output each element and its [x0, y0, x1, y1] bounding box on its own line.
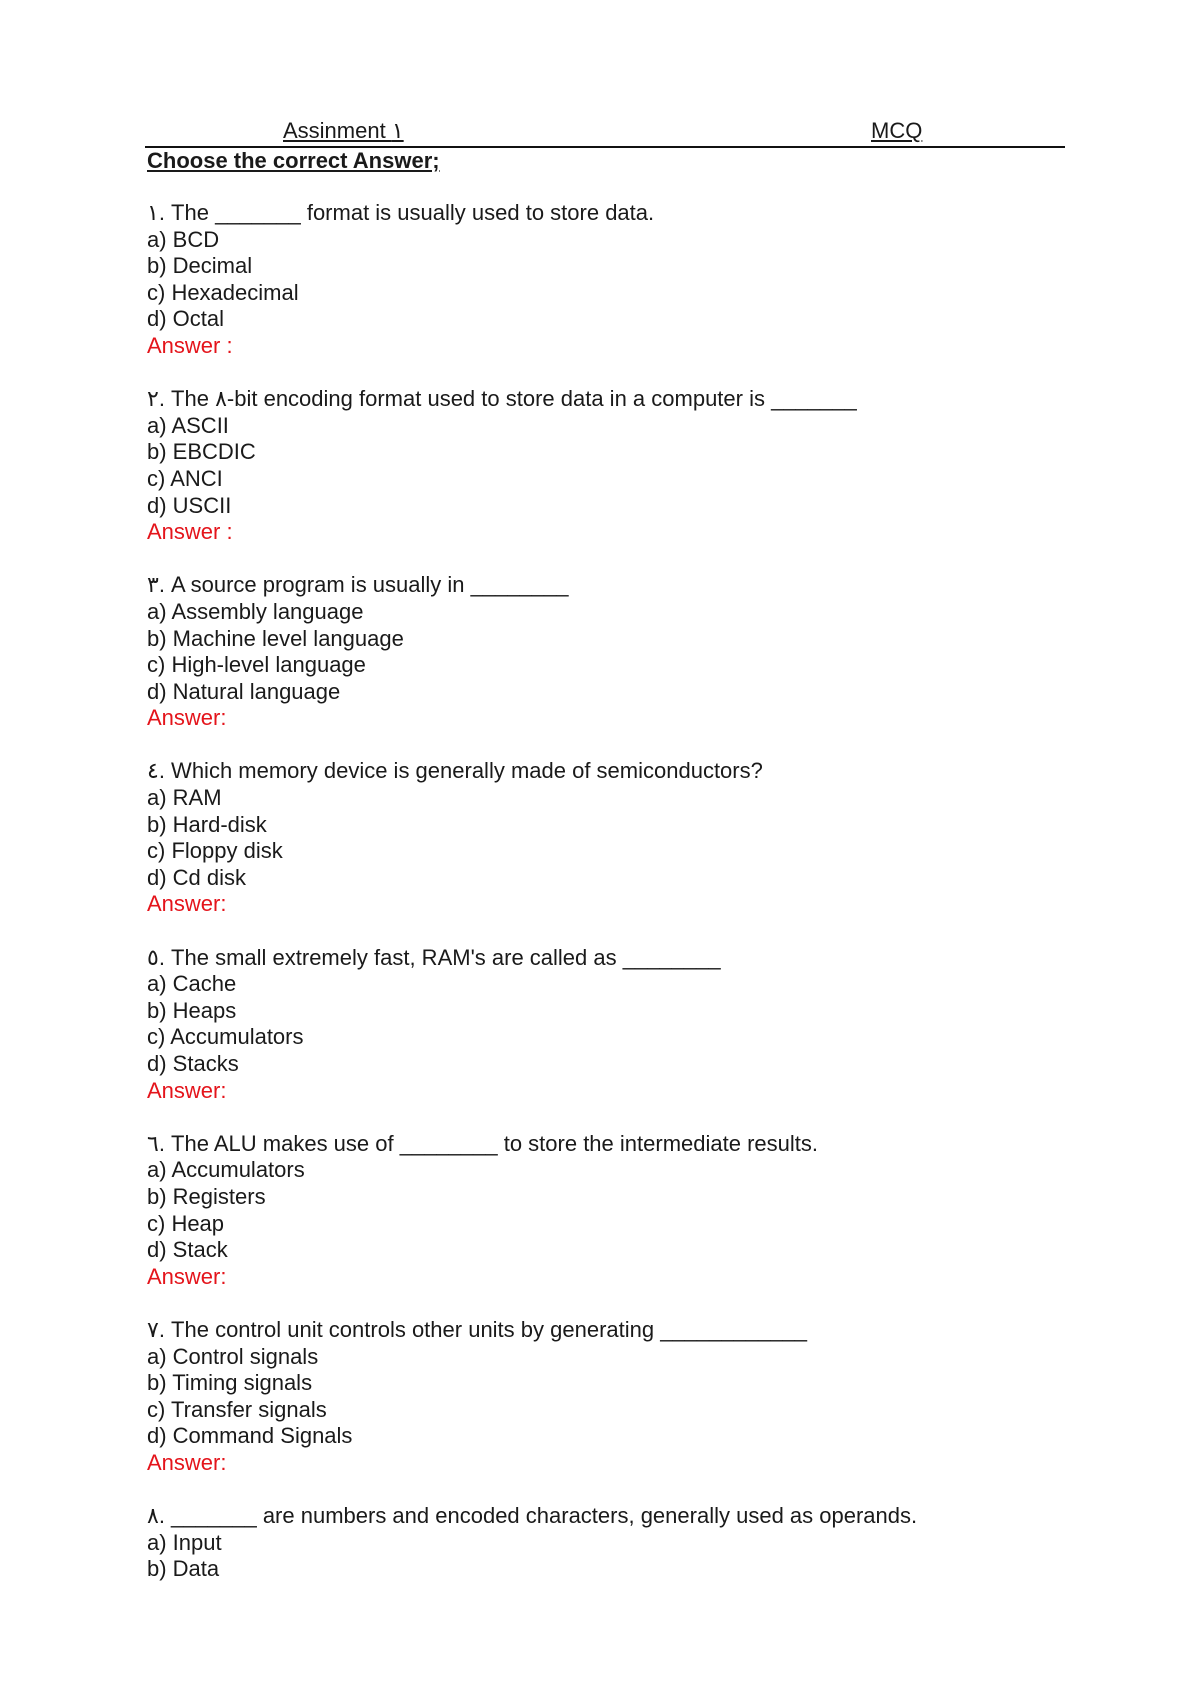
question-item: [147, 572, 1107, 732]
question-item: [147, 945, 1107, 1105]
question-item: [147, 1131, 1107, 1291]
answer-label: Answer:: [147, 891, 227, 917]
option: b) Data: [147, 1556, 220, 1582]
option: a) Control signals: [147, 1343, 319, 1369]
option: d) Command Signals: [147, 1423, 353, 1449]
question-text: ٦. The ALU makes use of ________ to store the intermediate results.: [147, 1130, 818, 1156]
option: d) Stack: [147, 1237, 228, 1263]
question-item: [147, 758, 1107, 918]
option: c) High-level language: [147, 652, 366, 678]
answer-label: Answer:: [147, 705, 227, 731]
option: c) ANCI: [147, 465, 223, 491]
option: d) Cd disk: [147, 864, 247, 890]
question-list: [147, 200, 1107, 1583]
question-text: ٨. _______ are numbers and encoded characters, generally used as operands.: [147, 1503, 918, 1529]
option: a) Cache: [147, 971, 237, 997]
option: d) USCII: [147, 492, 232, 518]
question-text: ٥. The small extremely fast, RAM's are called as ________: [147, 944, 721, 970]
question-text: ٧. The control unit controls other units by generating ____________: [147, 1316, 808, 1342]
assignment-title: Assinment ١: [283, 118, 404, 143]
option: c) Accumulators: [147, 1024, 304, 1050]
option: b) Heaps: [147, 997, 237, 1023]
question-item: [147, 1317, 1107, 1477]
option: d) Natural language: [147, 678, 341, 704]
option: a) RAM: [147, 785, 222, 811]
option: b) EBCDIC: [147, 439, 256, 465]
question-item: [147, 1503, 1107, 1583]
option: c) Heap: [147, 1210, 225, 1236]
question-text: ٤. Which memory device is generally made of semiconductors?: [147, 758, 763, 784]
question-item: [147, 386, 1107, 546]
answer-label: Answer :: [147, 332, 233, 358]
option: b) Timing signals: [147, 1370, 313, 1396]
option: c) Transfer signals: [147, 1396, 327, 1422]
page-header: [145, 118, 1065, 148]
option: d) Stacks: [147, 1051, 239, 1076]
option: c) Hexadecimal: [147, 279, 299, 305]
option: b) Decimal: [147, 253, 253, 279]
option: b) Hard-disk: [147, 811, 267, 837]
answer-label: Answer:: [147, 1449, 227, 1475]
option: a) Assembly language: [147, 598, 364, 624]
question-text: ٣. A source program is usually in ________: [147, 572, 569, 598]
answer-label: Answer:: [147, 1077, 227, 1103]
option: b) Registers: [147, 1183, 266, 1209]
question-text: ١. The _______ format is usually used to store data.: [147, 200, 655, 225]
option: a) ASCII: [147, 412, 229, 438]
option: d) Octal: [147, 306, 225, 332]
answer-label: Answer :: [147, 519, 233, 545]
option: a) Accumulators: [147, 1157, 305, 1183]
option: b) Machine level language: [147, 625, 404, 651]
option: c) Floppy disk: [147, 838, 283, 864]
question-item: [147, 200, 1107, 360]
instruction-heading: Choose the correct Answer;: [147, 148, 440, 173]
question-text: ٢. The ٨-bit encoding format used to store data in a computer is _______: [147, 386, 857, 412]
assignment-type: MCQ: [871, 118, 923, 143]
option: a) BCD: [147, 226, 220, 252]
option: a) Input: [147, 1529, 222, 1555]
answer-label: Answer:: [147, 1263, 227, 1289]
